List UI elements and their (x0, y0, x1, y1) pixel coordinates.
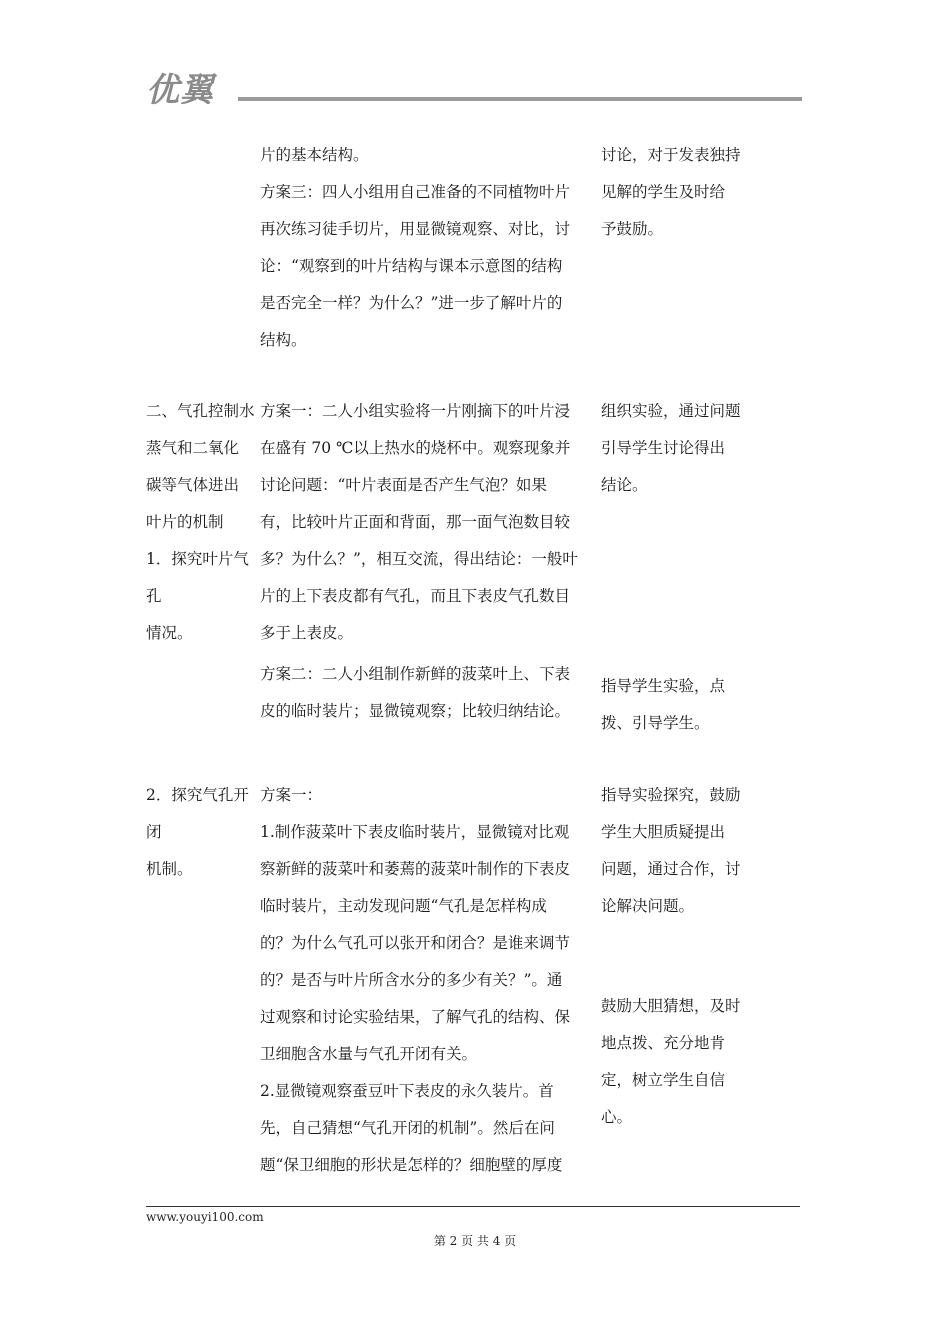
section3-col3a (601, 777, 751, 925)
section2-col2b (260, 656, 598, 730)
text-line: 结构。 (260, 331, 307, 349)
text-line: 讨论，对于发表独持 (601, 146, 741, 164)
top-col3 (601, 137, 751, 248)
text-line: 题“保卫细胞的形状是怎样的？细胞壁的厚度 (260, 1156, 563, 1174)
text-line: 察新鲜的菠菜叶和萎蔫的菠菜叶制作的下表皮 (260, 860, 571, 878)
text-line: 在盛有 70 ℃以上热水的烧杯中。观察现象并 (260, 439, 571, 457)
text-line: 引导学生讨论得出 (601, 439, 726, 457)
text-line: 拨、引导学生。 (601, 714, 710, 732)
section2-col3a (601, 393, 751, 504)
text-line: 闭 (146, 823, 162, 841)
text-line: 1．探究叶片气 (146, 550, 249, 568)
text-line: 再次练习徒手切片，用显微镜观察、对比，讨 (260, 220, 571, 238)
text-line: 结论。 (601, 476, 648, 494)
section3-col2 (260, 777, 598, 1184)
text-line: 方案一： (260, 786, 323, 804)
text-line: 方案二：二人小组制作新鲜的菠菜叶上、下表 (260, 665, 571, 683)
text-line: 指导学生实验，点 (601, 677, 726, 695)
text-line: 的？是否与叶片所含水分的多少有关？”。通 (260, 971, 563, 989)
text-line: 临时装片，主动发现问题“气孔是怎样构成 (260, 897, 547, 915)
text-line: 2.显微镜观察蚕豆叶下表皮的永久装片。首 (260, 1082, 554, 1100)
top-col2 (260, 137, 598, 359)
text-line: 孔 (146, 587, 162, 605)
text-line: 片的上下表皮都有气孔，而且下表皮气孔数目 (260, 587, 571, 605)
footer-url: www.youyi100.com (146, 1210, 264, 1224)
text-line: 论解决问题。 (601, 897, 695, 915)
text-line: 叶片的机制 (146, 513, 224, 531)
text-line: 见解的学生及时给 (601, 183, 726, 201)
text-line: 先，自己猜想“气孔开闭的机制”。然后在问 (260, 1119, 555, 1137)
header-rule (238, 97, 802, 101)
text-line: 方案三：四人小组用自己准备的不同植物叶片 (260, 183, 571, 201)
text-line: 论：“观察到的叶片结构与课本示意图的结构 (260, 257, 563, 275)
section2-col2a (260, 393, 598, 652)
text-line: 有，比较叶片正面和背面，那一面气泡数目较 (260, 513, 571, 531)
page-number: 第 2 页 共 4 页 (433, 1234, 517, 1248)
text-line: 情况。 (146, 624, 193, 642)
section2-col1 (146, 393, 258, 652)
text-line: 方案一：二人小组实验将一片刚摘下的叶片浸 (260, 402, 571, 420)
logo: 优翼 (146, 70, 214, 109)
text-line: 讨论问题：“叶片表面是否产生气泡？如果 (260, 476, 547, 494)
section3-col1 (146, 777, 258, 888)
text-line: 蒸气和二氧化 (146, 439, 240, 457)
text-line: 2．探究气孔开 (146, 786, 249, 804)
section2-col3b (601, 668, 751, 742)
text-line: 机制。 (146, 860, 193, 878)
text-line: 皮的临时装片；显微镜观察；比较归纳结论。 (260, 702, 571, 720)
text-line: 1.制作菠菜叶下表皮临时装片，显微镜对比观 (260, 823, 570, 841)
text-line: 片的基本结构。 (260, 146, 369, 164)
text-line: 地点拨、充分地肯 (601, 1034, 726, 1052)
section3-col3b (601, 988, 751, 1136)
text-line: 卫细胞含水量与气孔开闭有关。 (260, 1045, 478, 1063)
text-line: 多于上表皮。 (260, 624, 354, 642)
text-line: 定，树立学生自信 (601, 1071, 726, 1089)
text-line: 是否完全一样？为什么？”进一步了解叶片的 (260, 294, 563, 312)
text-line: 碳等气体进出 (146, 476, 240, 494)
text-line: 问题，通过合作，讨 (601, 860, 741, 878)
text-line: 的？为什么气孔可以张开和闭合？是谁来调节 (260, 934, 571, 952)
text-line: 过观察和讨论实验结果，了解气孔的结构、保 (260, 1008, 571, 1026)
text-line: 予鼓励。 (601, 220, 664, 238)
text-line: 二、气孔控制水 (146, 402, 255, 420)
text-line: 多？为什么？”，相互交流，得出结论：一般叶 (260, 550, 578, 568)
text-line: 学生大胆质疑提出 (601, 823, 726, 841)
text-line: 组织实验，通过问题 (601, 402, 741, 420)
footer-rule (146, 1206, 800, 1207)
text-line: 指导实验探究，鼓励 (601, 786, 741, 804)
text-line: 鼓励大胆猜想，及时 (601, 997, 741, 1015)
text-line: 心。 (601, 1108, 633, 1126)
